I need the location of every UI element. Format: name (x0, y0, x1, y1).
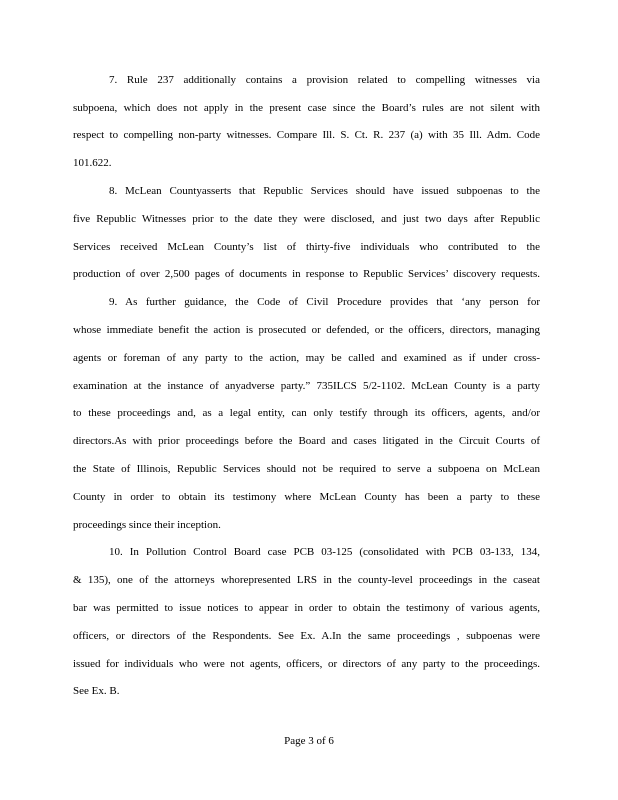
paragraph-7-line-4: 101.622. (73, 157, 112, 169)
paragraph-9-line-2: whose immediate benefit the action is prosecuted or defended, or the officers, directors, managing (73, 324, 540, 336)
paragraph-9-line-6: directors.As with prior proceedings before the Board and cases litigated in the Circuit Courts of (73, 435, 540, 447)
paragraph-8-line-1: 8. McLean Countyasserts that Republic Services should have issued subpoenas to the (109, 185, 540, 197)
paragraph-9-line-1: 9. As further guidance, the Code of Civil Procedure provides that ‘any person for (109, 296, 540, 308)
page-number-footer: Page 3 of 6 (284, 735, 334, 747)
paragraph-9-line-9: proceedings since their inception. (73, 519, 221, 531)
paragraph-9-line-8: County in order to obtain its testimony where McLean County has been a party to these (73, 491, 540, 503)
paragraph-10-line-4: officers, or directors of the Respondents. See Ex. A.In the same proceedings , subpoenas were (73, 630, 540, 642)
paragraph-7-line-2: subpoena, which does not apply in the present case since the Board’s rules are not silent with (73, 102, 540, 114)
paragraph-7-line-3: respect to compelling non-party witnesses. Compare Ill. S. Ct. R. 237 (a) with 35 Ill. Adm. Code (73, 129, 540, 141)
paragraph-10-line-6: See Ex. B. (73, 685, 120, 697)
paragraph-9-line-5: to these proceedings and, as a legal entity, can only testify through its officers, agents, and/or (73, 407, 540, 419)
paragraph-10-line-2: & 135), one of the attorneys whorepresented LRS in the county-level proceedings in the caseat (73, 574, 540, 586)
paragraph-10-line-5: issued for individuals who were not agents, officers, or directors of any party to the proceedings. (73, 658, 540, 670)
paragraph-9-line-3: agents or foreman of any party to the action, may be called and examined as if under cross- (73, 352, 540, 364)
paragraph-9-line-4: examination at the instance of anyadverse party.” 735ILCS 5/2-1102. McLean County is a party (73, 380, 540, 392)
paragraph-8-line-2: five Republic Witnesses prior to the date they were disclosed, and just two days after Republic (73, 213, 540, 225)
paragraph-8-line-4: production of over 2,500 pages of documents in response to Republic Services’ discovery requests. (73, 268, 540, 280)
paragraph-9-line-7: the State of Illinois, Republic Services should not be required to serve a subpoena on McLean (73, 463, 540, 475)
paragraph-10-line-3: bar was permitted to issue notices to appear in order to obtain the testimony of various agents, (73, 602, 540, 614)
paragraph-7-line-1: 7. Rule 237 additionally contains a provision related to compelling witnesses via (109, 74, 540, 86)
paragraph-8-line-3: Services received McLean County’s list of thirty-five individuals who contributed to the (73, 241, 540, 253)
paragraph-10-line-1: 10. In Pollution Control Board case PCB 03-125 (consolidated with PCB 03-133, 134, (109, 546, 540, 558)
